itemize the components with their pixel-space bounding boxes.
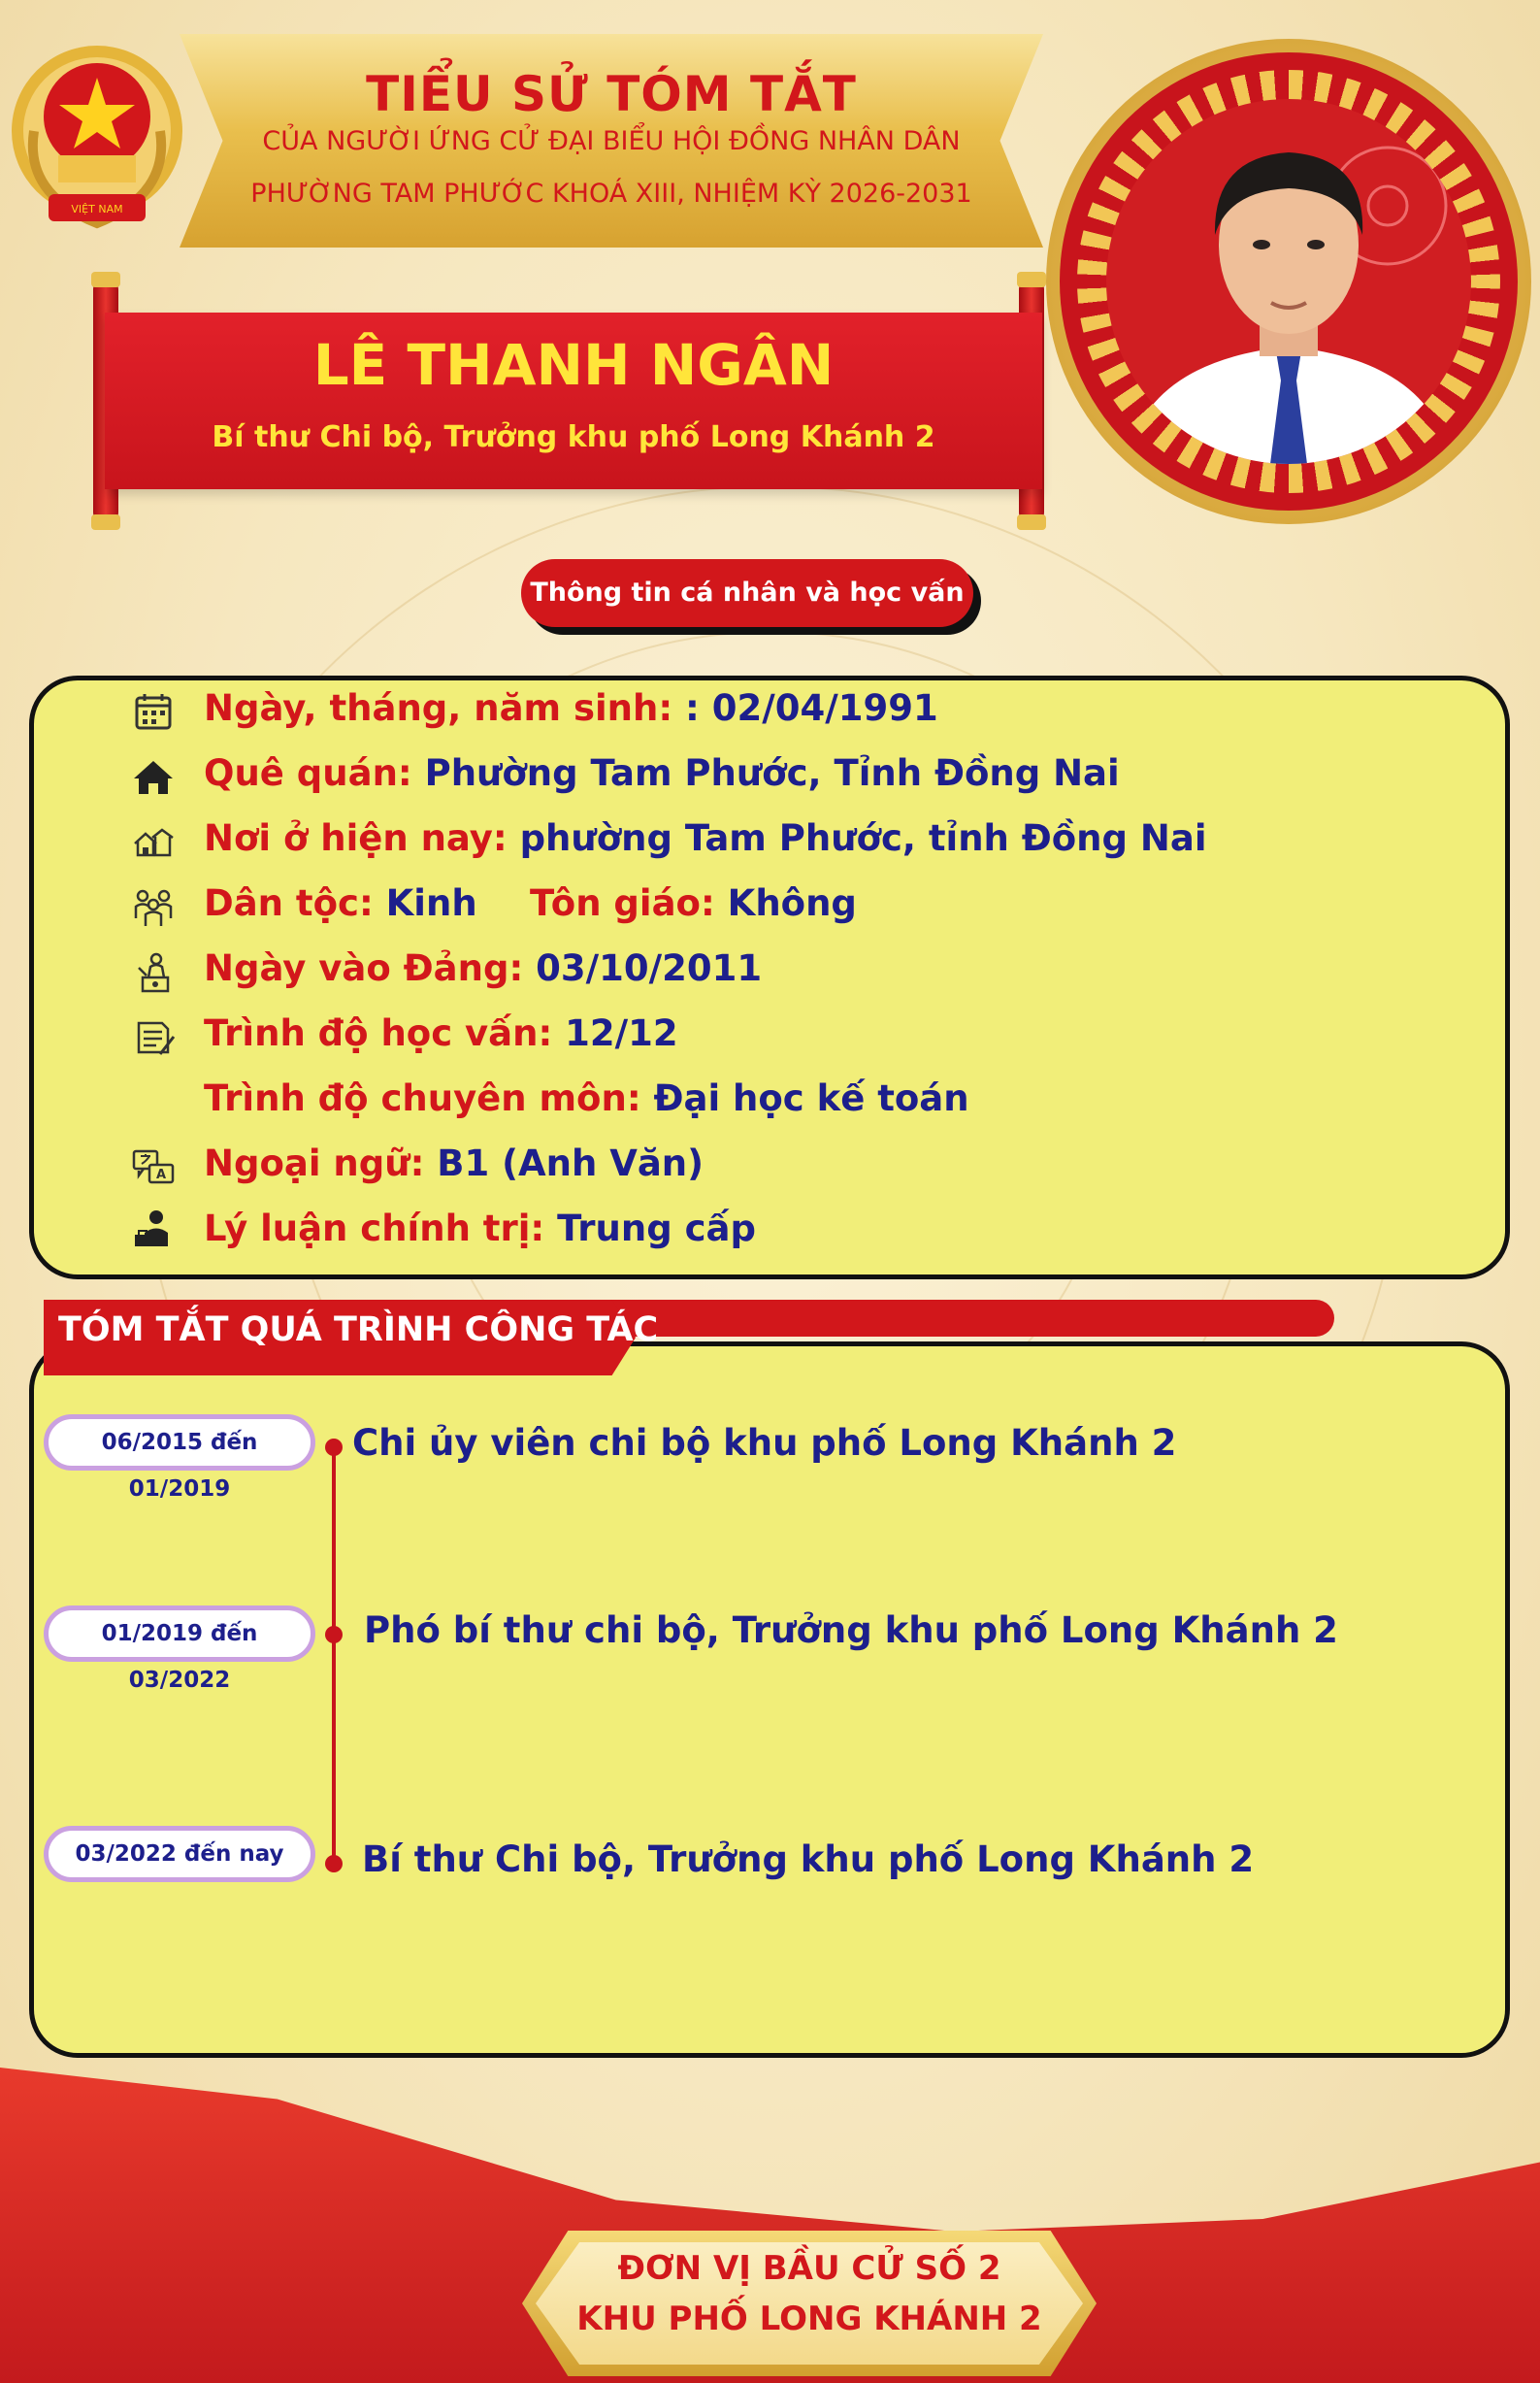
timeline-dot [325,1439,343,1456]
field-party-date [204,947,762,989]
personal-info-heading: Thông tin cá nhân và học vấn [521,559,973,627]
field-value: Kinh [373,882,477,924]
field-value: 12/12 [552,1012,678,1054]
field-label: Trình độ chuyên môn: [204,1077,641,1119]
calendar-icon [131,689,176,734]
timeline-role: Chi ủy viên chi bộ khu phố Long Khánh 2 [352,1422,1177,1464]
field-value: B1 (Anh Văn) [424,1142,704,1184]
people-icon [131,885,176,930]
field-specialization [204,1077,969,1119]
page-subtitle-1: CỦA NGƯỜI ỨNG CỬ ĐẠI BIỂU HỘI ĐỒNG NHÂN DÂN [262,126,961,156]
field-religion [530,882,857,924]
footer-line-2: KHU PHỐ LONG KHÁNH 2 [576,2300,1042,2338]
home-icon [131,755,176,800]
scroll-cap [91,514,120,530]
timeline-date: 03/2022 đến nay [44,1826,315,1882]
page-subtitle-2: PHƯỜNG TAM PHƯỚC KHOÁ XIII, NHIỆM KỲ 2026-2031 [250,179,972,209]
field-value: phường Tam Phước, tỉnh Đồng Nai [507,817,1207,859]
scroll-cap [1017,514,1046,530]
field-education [204,1012,678,1054]
field-value: Đại học kế toán [640,1077,969,1119]
party-speaker-icon [131,950,176,995]
education-icon [131,1015,176,1060]
candidate-name: LÊ THANH NGÂN [312,332,835,398]
svg-text:A: A [155,1168,167,1182]
candidate-position: Bí thư Chi bộ, Trưởng khu phố Long Khánh 2 [212,420,935,454]
scroll-cap [91,272,120,287]
field-label: Tôn giáo: [530,882,715,924]
field-hometown [204,752,1120,794]
emblem-banner-text: VIỆT NAM [71,203,123,215]
field-label: Ngày vào Đảng: [204,947,524,989]
field-value: Không [714,882,857,924]
language-icon [131,1145,176,1190]
houses-icon [131,820,176,865]
timeline-line [332,1443,336,1870]
field-label: Ngoại ngữ: [204,1142,425,1184]
timeline-dot [325,1855,343,1872]
national-emblem-icon [5,39,189,243]
field-label: Nơi ở hiện nay: [204,817,508,859]
timeline-date: 01/2019 đến 03/2022 [44,1605,315,1662]
timeline-date: 06/2015 đến 01/2019 [44,1414,315,1471]
field-value: Trung cấp [544,1208,756,1249]
page-title: TIỂU SỬ TÓM TẮT [366,66,857,122]
scroll-cap [1017,272,1046,287]
field-label: Trình độ học vấn: [204,1012,553,1054]
field-value: 03/10/2011 [523,947,763,989]
field-language [204,1142,704,1184]
politics-icon [131,1208,176,1252]
work-history-heading: TÓM TẮT QUÁ TRÌNH CÔNG TÁC [58,1310,659,1349]
field-ethnicity [204,882,477,924]
timeline-role: Bí thư Chi bộ, Trưởng khu phố Long Khánh 2 [362,1838,1255,1880]
timeline-dot [325,1626,343,1643]
footer-line-1: ĐƠN VỊ BẦU CỬ SỐ 2 [617,2249,1001,2288]
field-value: Phường Tam Phước, Tỉnh Đồng Nai [411,752,1120,794]
field-politics [204,1208,756,1249]
field-birthdate [204,687,938,729]
field-label: Ngày, tháng, năm sinh: [204,687,673,729]
timeline-role: Phó bí thư chi bộ, Trưởng khu phố Long Khánh 2 [364,1609,1338,1651]
field-label: Lý luận chính trị: [204,1208,545,1249]
field-label: Quê quán: [204,752,412,794]
field-residence [204,817,1207,859]
candidate-portrait [1106,99,1471,464]
field-value: : 02/04/1991 [672,687,938,729]
field-label: Dân tộc: [204,882,374,924]
